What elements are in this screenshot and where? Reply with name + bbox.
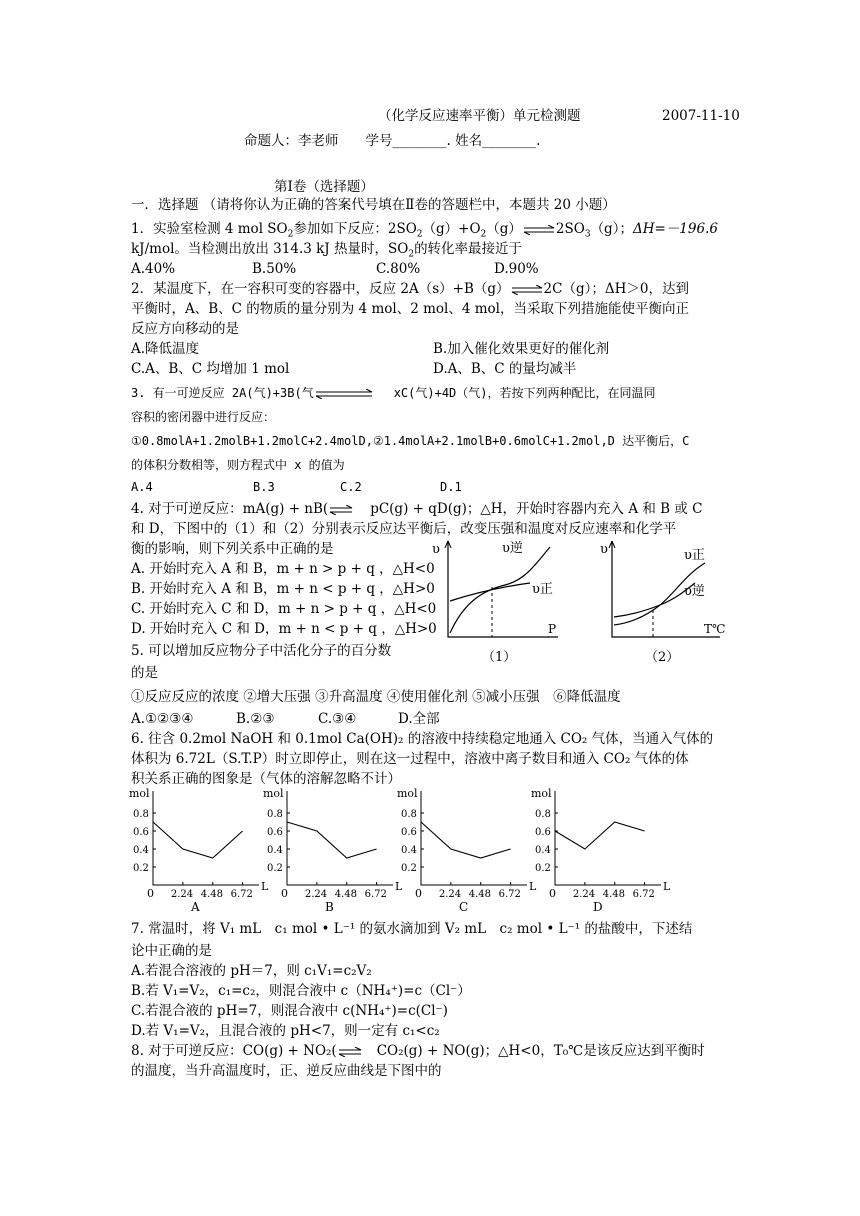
equilibrium-arrow-icon <box>314 389 374 399</box>
chart-c-ytick-label: 0.2 <box>401 863 417 874</box>
exam-title: （化学反应速率平衡）单元检测题 <box>378 108 581 124</box>
section-instructions: 一．选择题 （请将你认为正确的答案代号填在Ⅱ卷的答题栏中，本题共 20 小题） <box>131 197 616 213</box>
q3-line3: ①0.8molA+1.2molB+1.2molC+2.4molD,②1.4molA+2.1molB+0.6molC+1.2mol,D 达平衡后，C <box>131 434 690 448</box>
section-title: 第Ⅰ卷（选择题） <box>274 179 374 195</box>
chart-c-ytick-label: 0.6 <box>401 827 417 838</box>
chart-c-series-line <box>421 822 511 858</box>
fig1-caption: （1） <box>482 650 517 665</box>
q4-line2: 和 D，下图中的（1）和（2）分别表示反应达平衡后，改变压强和温度对反应速率和化学平 <box>131 521 677 537</box>
chart-c-ytick-label: 0.4 <box>401 845 417 856</box>
chart-a-ytick-label: 0.2 <box>133 863 149 874</box>
q6-line2: 体积为 6.72L（S.T.P）时立即停止，则在这一过程中，溶液中离子数目和通入 CO₂ 气体的体 <box>131 751 689 767</box>
q7-option-a: A.若混合溶液的 pH＝7，则 c₁V₁=c₂V₂ <box>131 963 372 979</box>
fig1-curve-top-label: υ逆 <box>502 541 523 556</box>
q1-option-d: D.90% <box>494 261 539 277</box>
q1-option-b: B.50% <box>252 261 297 277</box>
fig2-xlabel: T℃ <box>704 622 726 636</box>
q1-option-a: A.40% <box>131 261 176 277</box>
chart-a-xlabel: L <box>261 880 269 893</box>
q4-line1: 4. 对于可逆反应：mA(g) + nB( pC(g) + qD(g)；△H，开始时容器内充入 A 和 B 或 C <box>131 501 703 517</box>
chart-a-axes <box>153 791 259 885</box>
q1-line2: kJ/mol。当检测出放出 314.3 kJ 热量时，$SO_2$的转化率最接近于 <box>131 241 523 260</box>
q6-charts <box>125 785 685 915</box>
fig2-curve-reverse <box>614 583 695 617</box>
chart-b-axes <box>287 791 393 885</box>
q3-option-d: D.1 <box>440 480 462 494</box>
chart-c-ytick-label: 0.8 <box>401 809 417 820</box>
q6-line3: 积关系正确的图象是（气体的溶解忽略不计） <box>131 771 401 787</box>
chart-c-axes <box>421 791 527 885</box>
chart-c-xtick-label: 4.48 <box>468 889 491 900</box>
chart-a-ytick-label: 0.6 <box>133 827 149 838</box>
fig1-curve-forward <box>450 583 530 601</box>
fig1-ylabel: υ <box>432 542 440 557</box>
chart-d-ytick-label: 0.2 <box>535 863 551 874</box>
fig1-xlabel: P <box>548 622 557 636</box>
chart-a-ytick-label: 0.8 <box>133 809 149 820</box>
q5-line3: ①反应反应的浓度 ②增大压强 ③升高温度 ④使用催化剂 ⑤减小压强 ⑥降低温度 <box>131 689 621 705</box>
chart-c-title: C <box>459 900 469 914</box>
chart-a-title: A <box>191 900 200 914</box>
q4-option-a: A. 开始时充入 A 和 B，m + n > p + q ，△H<0 <box>131 561 435 577</box>
q6-line1: 6. 往含 0.2mol NaOH 和 0.1mol Ca(OH)₂ 的溶液中持续稳定地通入 CO₂ 气体，当通入气体的 <box>131 731 714 747</box>
q4-option-d: D. 开始时充入 C 和 D，m + n < p + q ，△H>0 <box>131 621 437 637</box>
q5-option-b: B.②③ <box>236 711 275 727</box>
chart-a-ylabel: mol <box>129 787 150 800</box>
chart-d-ytick-label: 0.8 <box>535 809 551 820</box>
fig2-ylabel: υ <box>600 542 608 557</box>
q5-option-a: A.①②③④ <box>131 711 194 727</box>
chart-b-origin-label: 0 <box>281 887 288 900</box>
chart-a-series-line <box>153 822 243 858</box>
q1-line1: 1．实验室检测 4 mol $SO_2$参加如下反应：$2SO_2(g)+O_2(g)$ $2SO_3(g)$；ΔH=－196.6 <box>131 221 718 240</box>
chart-a-xtick-label: 6.72 <box>230 889 253 900</box>
q2-option-c: C.A、B、C 均增加 1 mol <box>131 361 290 377</box>
q3-option-c: C.2 <box>340 480 362 494</box>
fig2-caption: （2） <box>645 650 680 665</box>
q8-line1: 8. 对于可逆反应：CO(g) + NO₂( CO₂(g) + NO(g)；△H<0，T₀℃是该反应达到平衡时 <box>131 1043 705 1059</box>
figure-2 <box>600 535 750 670</box>
chart-d-ylabel: mol <box>531 787 552 800</box>
chart-b-ylabel: mol <box>263 787 284 800</box>
chart-d-xtick-label: 2.24 <box>572 889 596 900</box>
q3-line1: 3. 有一可逆反应 2A(气)+3B(气 xC(气)+4D（气)，若按下列两种配比，在同温同 <box>131 386 656 400</box>
q3-line4: 的体积分数相等，则方程式中 x 的值为 <box>131 458 345 472</box>
q2-line1: 2．某温度下，在一容积可变的容器中，反应 2A（s）+B（g） 2C（g）；ΔH＞0，达到 <box>131 281 689 297</box>
chart-c-ylabel: mol <box>397 787 418 800</box>
q2-option-d: D.A、B、C 的量均减半 <box>433 361 577 377</box>
chart-c-xlabel: L <box>529 880 537 893</box>
chart-d-xtick-label: 4.48 <box>602 889 625 900</box>
chart-c-xtick-label: 6.72 <box>498 889 521 900</box>
chart-b-ytick-label: 0.4 <box>267 845 283 856</box>
chart-d-title: D <box>593 900 603 914</box>
chart-a-origin-label: 0 <box>147 887 154 900</box>
q7-option-d: D.若 V₁=V₂，且混合液的 pH<7，则一定有 c₁<c₂ <box>131 1023 440 1039</box>
fig2-curve-low-label: υ逆 <box>684 584 705 599</box>
figure-1 <box>430 535 580 670</box>
chart-b-title: B <box>325 900 334 914</box>
q5-line2: 的是 <box>131 665 158 681</box>
q7-line2: 论中正确的是 <box>131 943 212 959</box>
q1-option-c: C.80% <box>376 261 421 277</box>
chart-c-xtick-label: 2.24 <box>438 889 462 900</box>
chart-d-origin-label: 0 <box>549 887 556 900</box>
equilibrium-arrow-icon <box>337 1047 371 1057</box>
q4-line3: 衡的影响，则下列关系中正确的是 <box>131 541 334 557</box>
exam-date: 2007-11-10 <box>662 108 740 124</box>
chart-a-xtick-label: 4.48 <box>200 889 223 900</box>
chart-d-xtick-label: 6.72 <box>632 889 655 900</box>
q3-option-b: B.3 <box>253 480 275 494</box>
q5-option-c: C.③④ <box>318 711 357 727</box>
q4-option-c: C. 开始时充入 C 和 D，m + n > p + q ，△H<0 <box>131 601 437 617</box>
chart-b-xtick-label: 6.72 <box>364 889 387 900</box>
equilibrium-arrow-icon <box>328 505 362 515</box>
chart-d-series-line <box>555 822 645 849</box>
chart-b-series-line <box>287 822 377 858</box>
chart-b-ytick-label: 0.2 <box>267 863 283 874</box>
q7-option-c: C.若混合液的 pH=7，则混合液中 c(NH₄⁺)=c(Cl⁻) <box>131 1003 448 1019</box>
chart-a-xtick-label: 2.24 <box>170 889 194 900</box>
chart-b-ytick-label: 0.6 <box>267 827 283 838</box>
q2-line2: 平衡时，A、B、C 的物质的量分别为 4 mol、2 mol、4 mol，当采取下列措施能使平衡向正 <box>131 301 689 317</box>
q7-option-b: B.若 V₁=V₂，c₁=c₂，则混合液中 c（NH₄⁺)=c（Cl⁻） <box>131 983 471 999</box>
chart-b-xtick-label: 4.48 <box>334 889 357 900</box>
q2-option-b: B.加入催化效果更好的催化剂 <box>433 341 610 357</box>
q5-line1: 5. 可以增加反应物分子中活化分子的百分数 <box>131 643 392 659</box>
chart-a-ytick-label: 0.4 <box>133 845 149 856</box>
chart-d-xlabel: L <box>663 880 671 893</box>
q3-line2: 容积的密闭器中进行反应： <box>131 410 276 424</box>
q2-line3: 反应方向移动的是 <box>131 321 239 337</box>
chart-c-origin-label: 0 <box>415 887 422 900</box>
q4-option-b: B. 开始时充入 A 和 B，m + n < p + q ，△H>0 <box>131 581 435 597</box>
author-line: 命题人：李老师 学号________. 姓名________. <box>244 133 541 149</box>
q3-option-a: A.4 <box>131 480 153 494</box>
q5-option-d: D.全部 <box>398 711 440 727</box>
chart-b-xlabel: L <box>395 880 403 893</box>
equilibrium-arrow-icon <box>510 285 544 295</box>
q8-line2: 的温度，当升高温度时，正、逆反应曲线是下图中的 <box>131 1063 442 1079</box>
q2-option-a: A.降低温度 <box>131 341 200 357</box>
chart-b-ytick-label: 0.8 <box>267 809 283 820</box>
fig1-curve-low-label: υ正 <box>532 582 553 597</box>
equilibrium-arrow-icon <box>522 225 556 235</box>
chart-d-ytick-label: 0.6 <box>535 827 551 838</box>
fig2-curve-top-label: υ正 <box>684 548 705 563</box>
chart-d-axes <box>555 791 661 885</box>
chart-b-xtick-label: 2.24 <box>304 889 328 900</box>
chart-d-ytick-label: 0.4 <box>535 845 551 856</box>
q7-line1: 7. 常温时，将 V₁ mL c₁ mol • L⁻¹ 的氨水滴加到 V₂ mL c₂ mol • L⁻¹ 的盐酸中，下述结 <box>131 921 693 937</box>
